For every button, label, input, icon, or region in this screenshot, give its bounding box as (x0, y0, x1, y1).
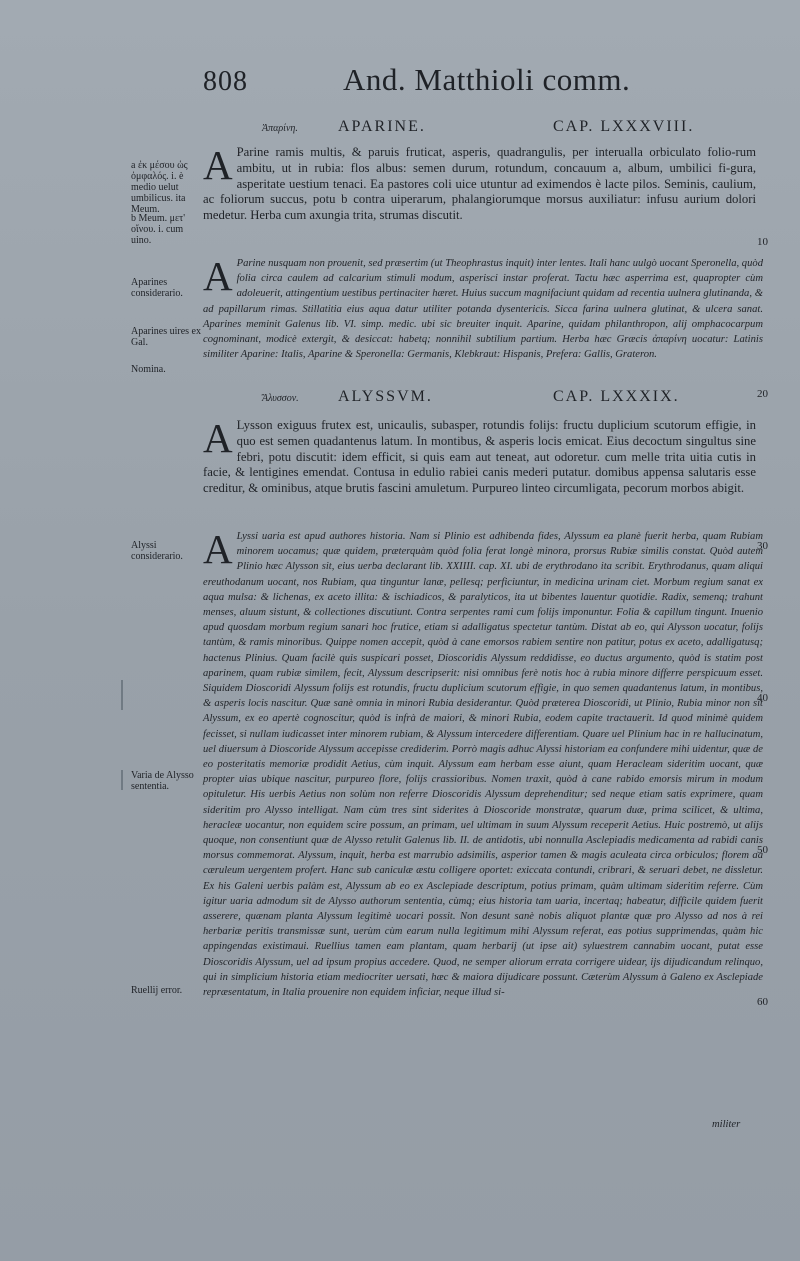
margin-note-aparines-con: Aparines considerario. (131, 277, 183, 299)
alyssum-text-body: Lysson exiguus frutex est, unicaulis, subasper, rotundis folijs: fructu duplicium scutorum effigie, in quo est semen quadantenus latum. In montibus, & asperis locis emicat. Eius decoctum singultus sine febri, potu discutit: idem efficit, si quis eam aut teneat, aut odoretur. cum melle trita uitia cutis in facie, & lentigines emendat. Contusa in edulio rabiei canis mederi putatur. domibus appensa salutaris esse creditur, & ominibus, atque brutis fascini amuletum. Purpureo linteo circumligata, pecorum morbos abigit. (203, 418, 756, 496)
drop-cap: A (203, 142, 233, 188)
alyssum-commentary-body: Lyssi uaria est apud authores historia. Nam si Plinio est adhibenda fides, Alyssum ea planè fuerit herba, quam Rubiam minorem uocamus; quæ quidem, præterquàm quòd folia ferat longè minora, prorsus Rubiæ similis constat. Quòd autem Plinio hæc Alysson sit, eius uerba declarant lib. XXIIII. cap. XI. ubi de erythrodano ita scribit. Erythrodanus, quam aliqui ereuthodanum uocant, nos Rubiam, qua tinguntur lanæ, pellesq; perficiuntur, in medicina urinam ciet. Morbum regium sanat ex aqua mulsa: & lichenas, ex aceto illita: & ischiadicos, & paralyticos, ita ut bibentes lauentur quotidie. Radix, semenq; trahunt menses, aluum sistunt, & collectiones discutiunt. Contra serpentes rami cum folijs imponuntur. Folia & capillum tingunt. Inuenio apud quosdam morbum regium sanari hoc frutice, etiam si adalligatus spectetur tantùm. Distat ab eo, qui Alysson uocatur, folijs tantùm, & ramis minoribus. Quippe nomen accepit, quòd à cane emorsos rabiem sentire non patitur, potus ex aceto, adalligatusq; hactenus Plinius. Quam facilè quis suspicari posset, Dioscoridis Alyssum reddidisse, eo ductus argumento, quòd is statim post aparinem, quam rubiæ similem, fecit, Alyssum descripserit: nisi omnibus ferè notis hoc à rubia minore differre perspicuum esset. Siquidem Dioscoridi Alyssum folijs est rotundis, fructu duplicium scutorum effigie, in quo semen quadantenus latum, in montibus, & asperis locis nascitur. Quæ sanè omnia in minori Rubia desiderantur. Quòd præterea Dioscoridi, ut Plinio, Rubia minor non sit Alyssum, ex eo apertè cognoscitur, quòd is infrà de maiori, & minori Rubia, eodem capite tractauerit. Id quod minimè quidem fecisset, si nullam iudicasset inter minorem rubiam, & Alyssum intercedere differentiam. Quare uel Plinium hac in re hallucinatum, uel diuersum à Dioscoride Alyssum accepisse crediderim. Porrò magis adhuc Alyssi historiam ea confundere mihi uidentur, quæ de eo posteritatis memoriæ prodidit Aetius, cùm inquit. Alyssum eam herbam esse aiunt, quam Heracleam sideritim uocant, quæ propter uias ubique nascitur, purpureo flore, folijs crassioribus. Nomen traxit, quòd à cane rabido emorsis mirum in modum opituletur. His uerbis Aetius non solùm non referre Dioscoridis Alyssum deprehenditur; sed neque etiam satis exprimere, quam sideritim pro Alysso intelligat. Nam cùm tres sint siderites à Dioscoride monstratæ, quarum duæ, prima scilicet, & ultima, heracleæ uocantur, non equidem scire possum, an primam, uel ultimam in suum Alyssum receperit Aetius. Huic postremò, ut alijs quoque, non consentiunt quæ de Alysso retulit Galenus lib. II. de antidotis, ubi nonnulla Asclepiadis medicamenta ad rabidi canis morsus commemorat. Alyssum, inquit, herba est marrubio adsimilis, asperior tamen & magis aculeata circa orbiculos; florem aa cæruleum uergentem profert. Hanc sub caniculæ æstu colligere oportet: exiccata contundi, cribrari, & seruari debet, ne dissletur. Ex his Galeni uerbis palàm est, Alyssum ab eo ex Asclepiade descriptum, potius primam, quàm ultimam sideritim referre. Cùm igitur uaria admodum sit de Alysso authorum sententia, cùmq; eius historia tam uaria, incertaq; habeatur, difficile quidem fuerit asserere, quænam planta Alyssum legitimè uocari possit. Non desunt sanè nobis aliquot plantæ quæ pro Alysso ad nos à rei herbariæ peritis transmissæ sunt, uerùm cùm earum nulla legitimum mihi Alyssum referat, eas potius supprimendas, quàm hic appingendas existimaui. Ruellius tamen eam plantam, quam herbarij (ut ipse ait) syluestrem cannabim uocant, putat esse Dioscoridis Alyssum, uel ad ipsum propius accedere. Quod, ne semper aliorum errata corrigere uidear, ijs dijudicandum relinquo, qui in simplicium historia etiam mediocriter uersati, hæc & maiora dijudicare possunt. Cæterùm Alyssum à Galeno ex Asclepiade repræsentatum, in Italia prouenire non equidem inficiar, neque illud si- (203, 531, 763, 999)
margin-note-b: b Meum. μετ' οἴνου. i. cum uino. (131, 213, 185, 246)
drop-cap: A (203, 253, 233, 299)
margin-note-nomina: Nomina. (131, 364, 166, 375)
line-number: 30 (757, 540, 768, 552)
aparine-commentary (203, 253, 763, 362)
greek-name: Ἄλυσσον. (262, 393, 299, 404)
line-number: 60 (757, 996, 768, 1008)
line-number: 20 (757, 388, 768, 400)
aparine-text (203, 142, 756, 224)
margin-note-aparines-uires: Aparines uires ex Gal. (131, 326, 201, 348)
ink-mark (121, 770, 123, 790)
running-title: And. Matthioli comm. (343, 62, 631, 97)
ink-mark (121, 680, 123, 710)
plant-name: ALYSSVM. (338, 388, 433, 405)
chapter-number: CAP. LXXXIX. (553, 388, 680, 405)
plant-name: APARINE. (338, 118, 426, 135)
chapter-number: CAP. LXXXVIII. (553, 118, 695, 135)
margin-note-a: a ἐκ μέσου ὡς ὀμφαλός. i. è medio uelut umbilicus. ita Meum. (131, 160, 188, 215)
margin-note-alyssi: Alyssi considerario. (131, 540, 183, 562)
line-number: 10 (757, 236, 768, 248)
margin-note-ruellij: Ruellij error. (131, 985, 183, 996)
line-number: 50 (757, 844, 768, 856)
alyssum-commentary (203, 526, 763, 1000)
page-number: 808 (203, 66, 248, 97)
greek-name: Ἀπαρίνη. (262, 123, 298, 134)
drop-cap: A (203, 526, 233, 572)
aparine-text-body: Parine ramis multis, & paruis fruticat, asperis, quadrangulis, per interualla orbiculato folio-rum ambitu, ut in rubia: flos albus: semen durum, rotundum, concauum a, album, umbilici fi-gura, asperitate uestium tenaci. Ea pastores coli uice utuntur ad eximendos è lacte pilos. Seminis, caulium, ac foliorum succus, potu b contra uiperarum, phalangiorumque morsus auxiliatur: infusu aurium dolori medetur. Herba cum axungia trita, strumas discutit. (203, 145, 756, 223)
catchword: militer (712, 1119, 741, 1130)
line-number: 40 (757, 692, 768, 704)
alyssum-text (203, 415, 756, 497)
margin-note-varia: Varia de Alysso sententia. (131, 770, 194, 792)
drop-cap: A (203, 415, 233, 461)
aparine-commentary-body: Parine nusquam non prouenit, sed præsertim (ut Theophrastus inquit) inter lentes. Itali hanc uulgò uocant Speronella, quòd folia circa caulem ad calcarium stimuli modum, asperisci instar proferat. Tactu hæc asperrima est, quapropter cùm adoleuerit, attingentium uestibus pertinaciter hæret. Huius succum magnifaciunt quidam ad recentia uulnera glutinanda, & ad papillarum rimas. Stillatitia eius aqua datur utiliter potanda dysentericis. Sicca farina uulnera glutinat, & ulcera sanat. Aparines meminit Galenus lib. VI. simp. medic. ubi sic breuiter inquit. Aparine, quidam philanthropon, alij omphacocarpum cognominant, modicè extergit, & desiccat: habetq; nonnihil subtilium partium. Herba hæc Græcis ἀπαρίνη uocatur: Latinis similiter Aparine: Italis, Aparine & Speronella: Germanis, Klebkraut: Hispanis, Prefera: Gallis, Grateron. (203, 258, 763, 361)
